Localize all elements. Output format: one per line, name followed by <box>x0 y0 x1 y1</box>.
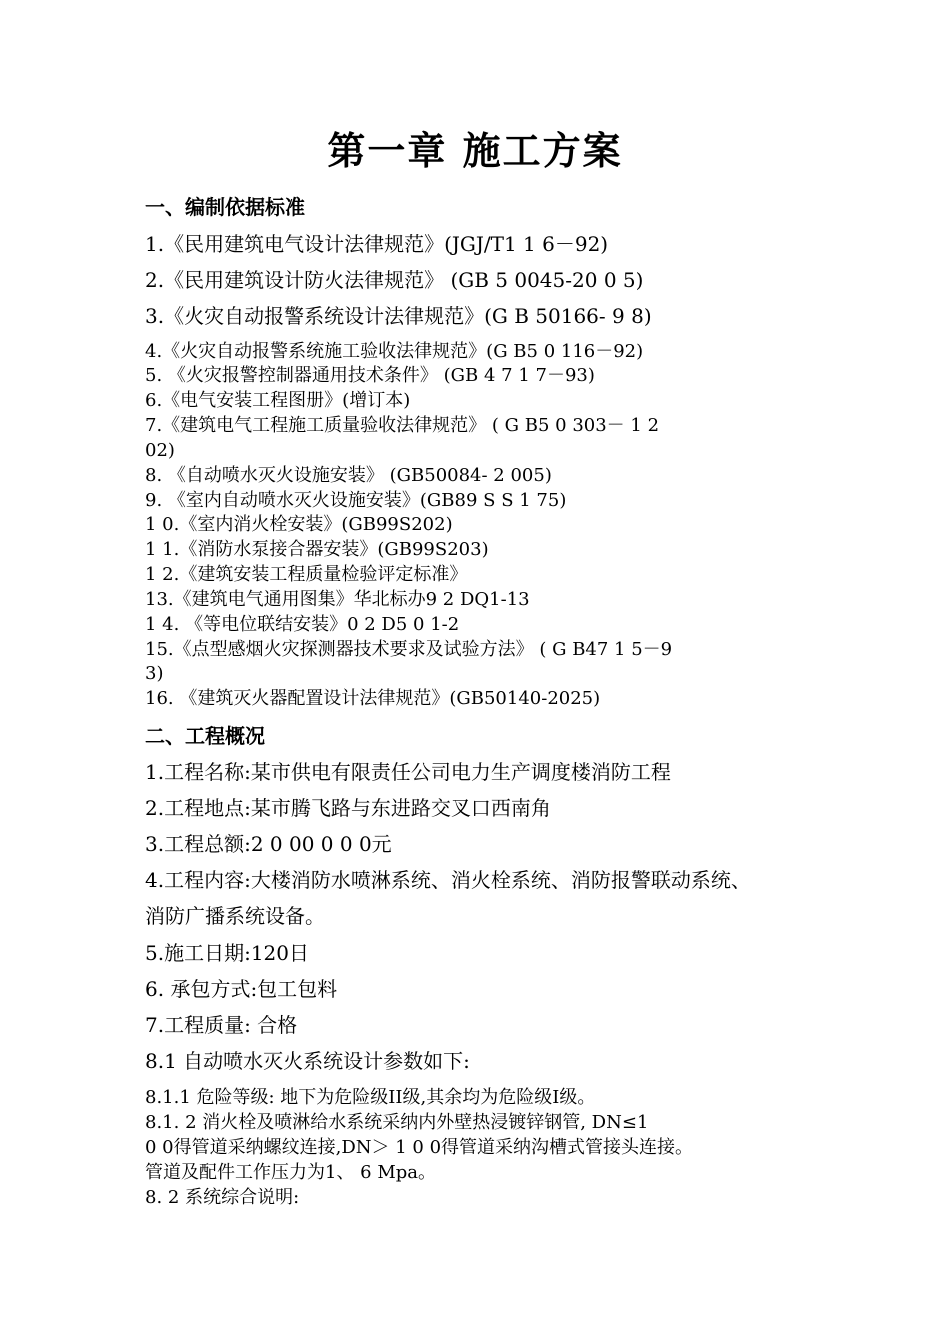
overview-item: 8.1. 2 消火栓及喷淋给水系统采纳内外壁热浸镀锌钢管, DN≤1 <box>145 1112 649 1133</box>
basis-item: 13.《建筑电气通用图集》华北标办9 2 DQ1-13 <box>145 589 530 610</box>
basis-item: 6.《电气安装工程图册》(增订本) <box>145 390 411 411</box>
overview-item: 6. 承包方式:包工包料 <box>145 977 338 1001</box>
basis-item: 2.《民用建筑设计防火法律规范》 (GB 5 0045-20 0 5) <box>145 268 644 292</box>
overview-item: 3.工程总额:2 0 00 0 0 0元 <box>145 832 392 856</box>
basis-item: 3.《火灾自动报警系统设计法律规范》(G B 50166- 9 8) <box>145 304 652 328</box>
overview-item: 8. 2 系统综合说明: <box>145 1187 300 1208</box>
overview-item-continued: 0 0得管道采纳螺纹连接,DN＞ 1 0 0得管道采纳沟槽式管接头连接。 <box>145 1137 694 1158</box>
basis-item: 16. 《建筑灭火器配置设计法律规范》(GB50140-2025) <box>145 688 601 709</box>
basis-item: 4.《火灾自动报警系统施工验收法律规范》(G B5 0 116－92) <box>145 341 644 362</box>
overview-item: 7.工程质量: 合格 <box>145 1013 298 1037</box>
basis-item: 1.《民用建筑电气设计法律规范》(JGJ/T1 1 6－92) <box>145 232 609 256</box>
basis-item: 1 2.《建筑安装工程质量检验评定标准》 <box>145 564 468 585</box>
basis-item: 9. 《室内自动喷水灭火设施安装》(GB89 S S 1 75) <box>145 490 567 511</box>
basis-item: 1 1.《消防水泵接合器安装》(GB99S203) <box>145 539 489 560</box>
basis-item: 7.《建筑电气工程施工质量验收法律规范》 ( G B5 0 303－ 1 2 <box>145 415 660 436</box>
overview-item: 2.工程地点:某市腾飞路与东进路交叉口西南角 <box>145 796 551 820</box>
basis-item: 15.《点型感烟火灾探测器技术要求及试验方法》 ( G B47 1 5－9 <box>145 639 673 660</box>
basis-item: 1 0.《室内消火栓安装》(GB99S202) <box>145 514 453 535</box>
overview-item: 5.施工日期:120日 <box>145 941 309 965</box>
section-heading-overview: 二、工程概况 <box>145 724 265 748</box>
overview-item: 8.1 自动喷水灭火系统设计参数如下: <box>145 1049 470 1073</box>
overview-item-continued: 消防广播系统设备。 <box>145 904 325 928</box>
basis-item: 1 4. 《等电位联结安装》0 2 D5 0 1-2 <box>145 614 460 635</box>
overview-item: 4.工程内容:大楼消防水喷淋系统、消火栓系统、消防报警联动系统、 <box>145 868 751 892</box>
basis-item: 8. 《自动喷水灭火设施安装》 (GB50084- 2 005) <box>145 465 552 486</box>
overview-item: 8.1.1 危险等级: 地下为危险级II级,其余均为危险级Ⅰ级。 <box>145 1087 596 1108</box>
section-heading-basis: 一、编制依据标准 <box>145 195 305 219</box>
overview-item-continued: 管道及配件工作压力为1、 6 Mpa。 <box>145 1162 437 1183</box>
basis-item-continued: 3) <box>145 663 164 684</box>
basis-item: 5. 《火灾报警控制器通用技术条件》 (GB 4 7 1 7－93) <box>145 365 595 386</box>
page-title: 第一章 施工方案 <box>327 128 623 173</box>
basis-item-continued: 02) <box>145 440 175 461</box>
overview-item: 1.工程名称:某市供电有限责任公司电力生产调度楼消防工程 <box>145 760 671 784</box>
